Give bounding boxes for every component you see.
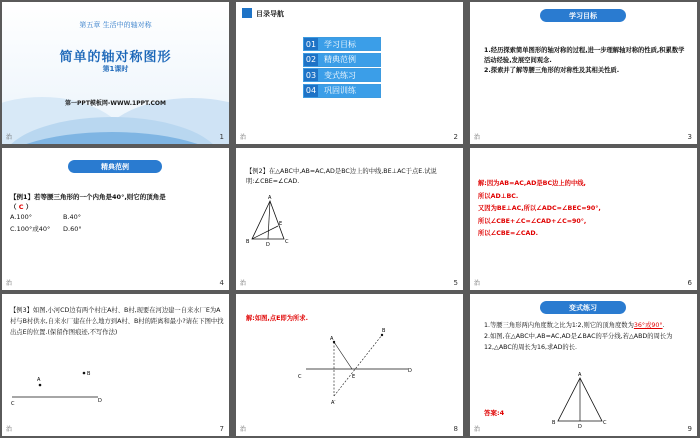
slide-thumbnail-8[interactable] [236, 294, 463, 436]
label-e: E [352, 374, 356, 380]
toc-item-4[interactable] [303, 84, 381, 98]
solution-text [478, 178, 694, 241]
option-d: D.60° [63, 225, 82, 233]
footer-icon: 治 [240, 426, 247, 433]
slide-title: 简单的轴对称图形 [59, 50, 172, 65]
answer-choice: C [18, 203, 24, 211]
learning-goals [484, 46, 690, 76]
label-b: B [246, 239, 250, 245]
toc-item-3[interactable] [303, 68, 381, 82]
footer-icon: 治 [6, 134, 13, 141]
toc-label: 变式练习 [318, 69, 380, 81]
river-diagram [2, 294, 229, 436]
question-2: 2.如图,在△ABC中,AB=AC,AD是∠BAC的平分线,若△ABD的周长为12,△ABC的周长为16,求AD的长. [484, 333, 673, 351]
label-a: A [578, 372, 582, 378]
label-c: C [285, 239, 289, 245]
solution-line: 又因为BE⊥AC,所以∠ADC=∠BEC=90°, [478, 205, 601, 212]
solution-line: 所以∠CBE+∠C=∠CAD+∠C=90°, [478, 217, 587, 225]
question-1-end: . [662, 322, 665, 329]
slide-number: 2 [453, 133, 458, 141]
slide-thumbnail-2[interactable] [236, 2, 463, 144]
slide-thumbnail-4[interactable] [2, 148, 229, 290]
slide-thumbnail-1[interactable] [2, 2, 229, 144]
toc-item-1[interactable] [303, 37, 381, 51]
solution-line: 所以AD⊥BC. [478, 192, 519, 200]
slide-thumbnail-3[interactable] [470, 2, 697, 144]
goal-item: 2.探索并了解等腰三角形的对称性及其相关性质. [484, 67, 620, 74]
label-a: A [268, 195, 272, 201]
section-banner: 学习目标 [540, 9, 626, 22]
slide-number: 8 [453, 425, 458, 433]
label-c: C [298, 374, 302, 380]
footer-icon: 治 [240, 134, 247, 141]
label-b: B [87, 371, 91, 377]
answer-text: 答案:4 [484, 409, 505, 417]
label-c: C [11, 401, 15, 407]
label-d: D [266, 242, 270, 248]
toc-number: 03 [305, 70, 317, 80]
solution-line: 解:因为AB=AC,AD是BC边上的中线, [478, 180, 586, 187]
label-d: D [408, 368, 412, 374]
footer-icon: 治 [240, 280, 247, 287]
toc-number: 02 [305, 55, 317, 64]
slide-thumbnail-9[interactable] [470, 294, 697, 436]
footer-icon: 治 [6, 426, 13, 433]
construction-diagram [236, 294, 463, 436]
example-question: 【例2】在△ABC中,AB=AC,AD是BC边上的中线,BE⊥AC于点E.试说明:∠CBE=∠CAD. [246, 168, 437, 185]
triangle-diagram [236, 148, 463, 290]
label-d: D [578, 424, 582, 430]
section-banner: 精典范例 [68, 160, 162, 173]
option-a: A.100° [10, 213, 33, 221]
slide-thumbnail-5[interactable] [236, 148, 463, 290]
solution-text: 解:如图,点E即为所求. [246, 315, 308, 322]
toc-number: 04 [305, 86, 317, 95]
slide-thumbnail-7[interactable] [2, 294, 229, 436]
option-c: C.100°或40° [10, 225, 51, 233]
slide-subtitle: 第1课时 [102, 65, 129, 73]
toc-label: 巩固训练 [318, 85, 380, 97]
slide-number: 4 [219, 279, 224, 287]
label-d: D [98, 398, 102, 404]
label-b: B [382, 328, 386, 334]
footer-icon: 治 [474, 280, 481, 287]
section-banner: 变式练习 [540, 301, 626, 314]
example-question: 【例3】如图,小河CD边有两个村庄A村、B村,现要在河边建一自来水厂E为A村与B村供水,自来水厂建在什么地方到A村、B村的距离和最小?请在下图中找出点E的位置.(保留作图痕迹,不写作法) [10, 307, 224, 337]
question-1-answer: 36°或90° [633, 322, 663, 329]
option-b: B.40° [63, 213, 82, 221]
toc-label: 学习目标 [318, 38, 380, 50]
label-a-prime: A′ [331, 400, 336, 406]
answer-bracket-open: （ [10, 203, 19, 211]
footer-icon: 治 [474, 134, 481, 141]
toc-label: 精典范例 [318, 54, 380, 66]
slide-number: 9 [687, 425, 692, 433]
slide-number: 1 [219, 133, 224, 141]
slide-thumbnail-6[interactable] [470, 148, 697, 290]
label-a: A [330, 336, 334, 342]
footer-icon: 治 [474, 426, 481, 433]
slide-number: 7 [219, 425, 224, 433]
example-question [10, 192, 222, 212]
slide-number: 6 [687, 279, 692, 287]
goal-item: 1.经历探索简单图形的轴对称的过程,进一步理解轴对称的性质,积累数学活动经验,发展空间观念. [484, 47, 685, 64]
label-a: A [37, 377, 41, 383]
footer-icon: 治 [6, 280, 13, 287]
label-e: E [279, 221, 283, 227]
question-text: 【例1】若等腰三角形的一个内角是40°,则它的顶角是 [10, 193, 166, 201]
toc-number: 01 [305, 39, 317, 49]
chapter-label: 第五章 生活中的轴对称 [79, 21, 152, 29]
label-c: C [603, 420, 607, 426]
toc-item-2[interactable] [303, 53, 381, 67]
nav-marker-icon [242, 8, 252, 18]
label-b: B [552, 420, 556, 426]
answer-options [10, 211, 116, 235]
question-1-text: 1.等腰三角形两内角度数之比为1∶2,则它的顶角度数为 [484, 322, 634, 329]
slide-number: 3 [687, 133, 692, 141]
nav-title: 目录导航 [256, 10, 284, 18]
watermark-url: 第一PPT模板网-WWW.1PPT.COM [65, 100, 166, 107]
answer-bracket-close: ） [23, 203, 33, 211]
solution-line: 所以∠CBE=∠CAD. [478, 230, 538, 237]
slide-number: 5 [453, 279, 458, 287]
toc-list [303, 37, 381, 99]
